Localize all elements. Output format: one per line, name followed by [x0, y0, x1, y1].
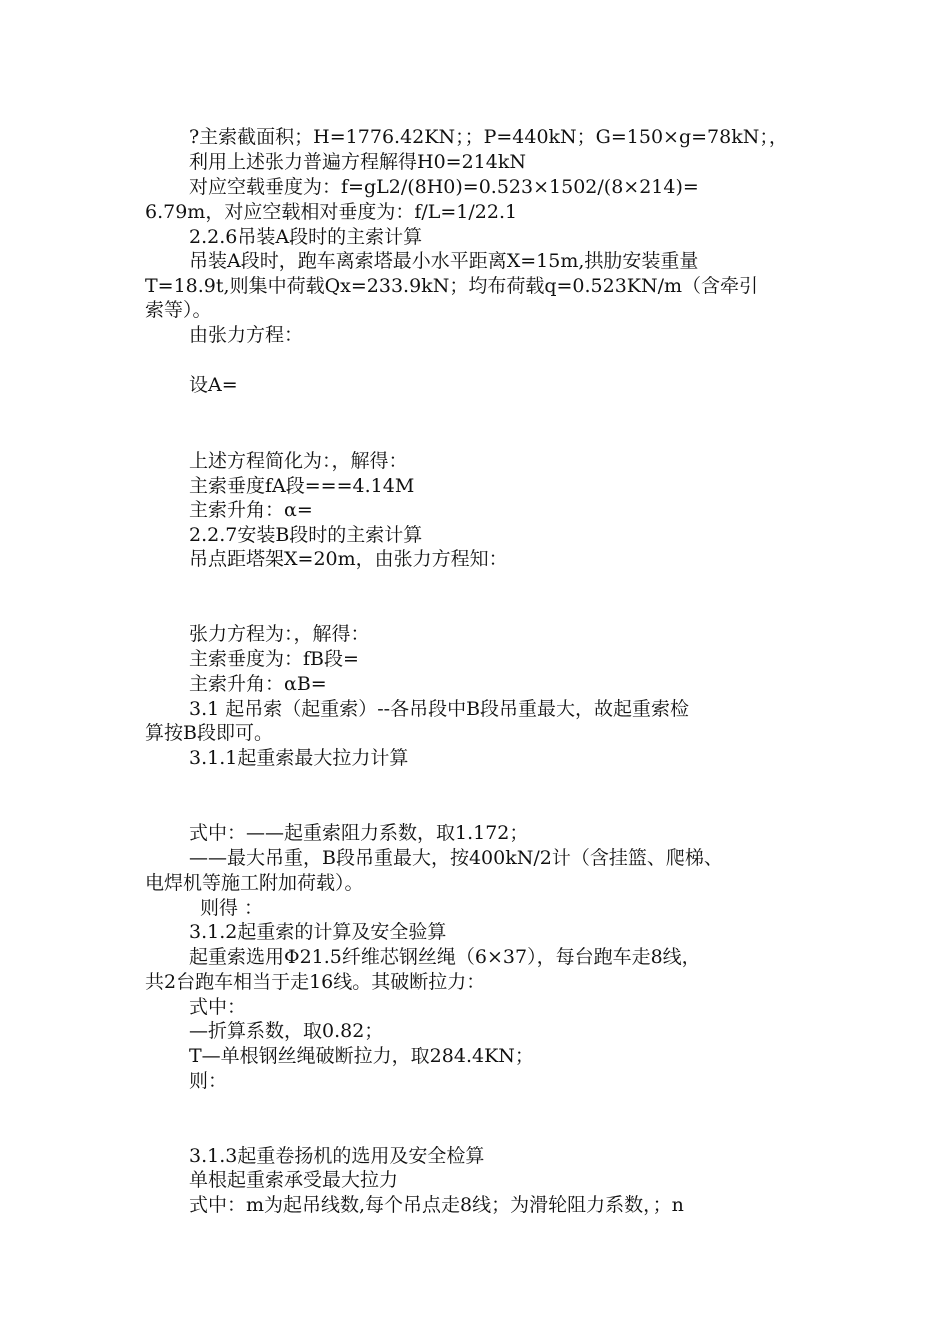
text-line: —折算系数，取0.82；: [189, 1020, 384, 1042]
text-line: 对应空载垂度为：f=gL2/(8H0)=0.523×1502/(8×214)=: [189, 176, 699, 198]
text-line: 索等）。: [145, 299, 212, 321]
text-line: 吊装A段时，跑车离索塔最小水平距离X=15m,拱肋安装重量: [189, 250, 699, 272]
text-line: 吊点距塔架X=20m，由张力方程知：: [189, 548, 508, 570]
text-line: 由张力方程：: [189, 324, 304, 346]
section-heading: 3.1.3起重卷扬机的选用及安全检算: [189, 1145, 485, 1167]
text-line: 主索垂度为：fB段=: [189, 648, 359, 670]
text-line: 式中：: [189, 996, 247, 1018]
text-line: 电焊机等施工附加荷载）。: [145, 872, 364, 894]
text-line: 则得 ：: [200, 897, 264, 919]
text-line: 利用上述张力普遍方程解得H0=214kN: [189, 151, 526, 173]
text-line: 起重索选用Φ21.5纤维芯钢丝绳（6×37），每台跑车走8线，: [189, 946, 701, 968]
text-line: 式中：——起重索阻力系数，取1.172；: [189, 822, 529, 844]
text-line: 单根起重索承受最大拉力: [189, 1169, 399, 1191]
text-line: 算按B段即可。: [145, 722, 273, 744]
section-heading: 2.2.6吊装A段时的主索计算: [189, 226, 423, 248]
section-heading: 3.1 起吊索（起重索）--各吊段中B段吊重最大，故起重索检: [189, 698, 690, 720]
text-line: 则：: [189, 1070, 228, 1092]
section-heading: 3.1.1起重索最大拉力计算: [189, 747, 409, 769]
text-line: 上述方程简化为：，解得：: [189, 450, 408, 472]
section-heading: 3.1.2起重索的计算及安全验算: [189, 921, 447, 943]
text-line: 主索升角：αB=: [189, 673, 327, 695]
section-heading: 2.2.7安装B段时的主索计算: [189, 524, 423, 546]
text-line: 主索垂度fA段===4.14M: [189, 475, 415, 497]
text-line: 式中：m为起吊线数,每个吊点走8线；为滑轮阻力系数，；n: [189, 1194, 684, 1216]
text-line: T—单根钢丝绳破断拉力，取284.4KN；: [189, 1045, 534, 1067]
text-line: 张力方程为：，解得：: [189, 623, 370, 645]
text-line: ?主索截面积；H=1776.42KN；；P=440kN；G=150×g=78kN；，: [189, 126, 788, 148]
text-line: 共2台跑车相当于走16线。其破断拉力：: [145, 971, 486, 993]
text-line: ——最大吊重，B段吊重最大，按400kN/2计（含挂篮、爬梯、: [189, 847, 723, 869]
text-line: 6.79m，对应空载相对垂度为：f/L=1/22.1: [145, 201, 518, 223]
text-line: T=18.9t,则集中荷载Qx=233.9kN；均布荷载q=0.523KN/m（含牵引: [145, 275, 759, 297]
text-line: 主索升角：α=: [189, 499, 313, 521]
text-line: 设A=: [189, 374, 238, 396]
